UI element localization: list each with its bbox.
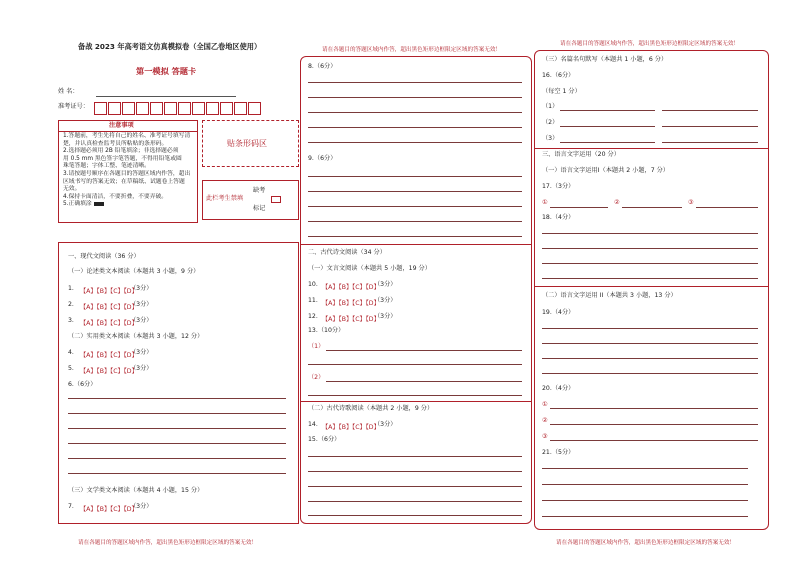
q3-points: （3分） [130, 317, 153, 324]
absent-missing: 缺考 [253, 187, 266, 194]
q2-points: （3分） [130, 301, 153, 308]
q7-choices[interactable]: 【A】【B】【C】【D】 [80, 506, 138, 513]
q17-mark-3: ③ [688, 199, 694, 206]
absent-label: 此栏考生禁填 [206, 195, 244, 202]
section3-title: 三、语言文字运用（20 分） [542, 151, 620, 158]
q5-number: 5. [68, 365, 74, 372]
name-field[interactable] [96, 96, 236, 97]
q20-mark-1: ① [542, 401, 548, 408]
barcode-label: 贴条形码区 [227, 139, 267, 148]
q11-number: 11. [308, 297, 318, 304]
q10-points: （3分） [374, 281, 397, 288]
q1-choices[interactable]: 【A】【B】【C】【D】 [80, 288, 138, 295]
q7-points: （3分） [130, 503, 153, 510]
q17-line-3[interactable] [696, 207, 758, 208]
q1-number: 1. [68, 285, 74, 292]
name-label: 姓 名： [58, 88, 79, 95]
q20-line-2[interactable] [550, 424, 758, 425]
q16-label: 16.（6分） [542, 72, 575, 79]
col1-sub2: （二）实用类文本阅读（本题共 3 小题，12 分） [68, 333, 204, 340]
q19-label: 19.（4分） [542, 309, 575, 316]
q20-label: 20.（4分） [542, 385, 575, 392]
col1-sub3: （三）文学类文本阅读（本题共 4 小题，15 分） [68, 487, 204, 494]
q15-label: 15.（6分） [308, 436, 341, 443]
q14-points: （3分） [374, 421, 397, 428]
q7-number: 7. [68, 503, 74, 510]
absent-checkbox[interactable] [271, 196, 281, 203]
q13-part2: （2） [308, 374, 325, 381]
filled-sample-mark [94, 202, 104, 206]
q21-label: 21.（5分） [542, 449, 575, 456]
col2-divider-2 [300, 401, 531, 402]
col3-sub1: （一）语言文字运用Ⅰ（本题共 2 小题，7 分） [542, 167, 669, 174]
q5-choices[interactable]: 【A】【B】【C】【D】 [80, 368, 138, 375]
q2-number: 2. [68, 301, 74, 308]
q17-mark-1: ① [542, 199, 548, 206]
col3-divider-2 [534, 286, 768, 287]
q8-label: 8.（6分） [308, 63, 337, 70]
col2-sub1: （一）文言文阅读（本题共 5 小题，19 分） [308, 265, 431, 272]
q3-choices[interactable]: 【A】【B】【C】【D】 [80, 320, 138, 327]
q20-mark-2: ② [542, 417, 548, 424]
q16-part2: （2） [542, 119, 559, 126]
q13-label: 13.（10分） [308, 327, 345, 334]
q20-mark-3: ③ [542, 433, 548, 440]
q10-number: 10. [308, 281, 318, 288]
q11-points: （3分） [374, 297, 397, 304]
q17-label: 17.（3分） [542, 183, 575, 190]
q13-part1: （1） [308, 343, 325, 350]
col1-footer-warning: 请在各题目的答题区域内作答，超出黑色矩形边框限定区域的答案无效！ [78, 540, 258, 546]
q4-number: 4. [68, 349, 74, 356]
q11-choices[interactable]: 【A】【B】【C】【D】 [322, 300, 380, 307]
absent-mark: 标记 [253, 205, 266, 212]
col2-header-warning: 请在各题目的答题区域内作答，超出黑色矩形边框限定区域的答案无效！ [322, 47, 502, 53]
barcode-area [202, 120, 299, 167]
q16-note: （每空 1 分） [542, 88, 581, 95]
card-subtitle: 第一模拟 答题卡 [136, 66, 197, 76]
col3-sub2: （二）语言文字运用 II（本题共 3 小题，13 分） [542, 292, 677, 299]
notice-list: 1.答题前，考生先将自己的姓名、准考证号填写清 楚，并认真检查监考员所粘贴的条形码。 2.选择题必须用 2B 铅笔填涂；非选择题必须 用 0.5 mm 黑色签字笔答题，不得用铅笔或圆 珠笔答题；字体工整、笔迹清晰。 3.请按题号顺序在各题目的答题区域内作答，超出 区域书写的答案无效；在草稿纸、试题卷上答题 无效。 4.保持卡面清洁，不要折叠，不要弄破。 5.正确填涂 [63, 133, 191, 208]
q4-points: （3分） [130, 349, 153, 356]
section1-title: 一、现代文阅读（36 分） [68, 253, 140, 260]
q16-part3: （3） [542, 135, 559, 142]
q14-choices[interactable]: 【A】【B】【C】【D】 [322, 424, 380, 431]
q17-line-2[interactable] [622, 207, 682, 208]
q12-choices[interactable]: 【A】【B】【C】【D】 [322, 316, 380, 323]
q12-points: （3分） [374, 313, 397, 320]
id-label: 准考证号： [58, 103, 89, 110]
q2-choices[interactable]: 【A】【B】【C】【D】 [80, 304, 138, 311]
q20-line-1[interactable] [550, 408, 758, 409]
col3-header-warning: 请在各题目的答题区域内作答，超出黑色矩形边框限定区域的答案无效！ [560, 41, 740, 47]
col3-divider-1 [534, 148, 768, 149]
col2-divider-1 [300, 244, 531, 245]
col1-sub1: （一）论述类文本阅读（本题共 3 小题，9 分） [68, 268, 200, 275]
q1-points: （3分） [130, 285, 153, 292]
q18-label: 18.（4分） [542, 214, 575, 221]
col3-box [534, 50, 769, 530]
q17-line-1[interactable] [550, 207, 608, 208]
absent-box [202, 180, 299, 220]
q12-number: 12. [308, 313, 318, 320]
exam-title: 备战 2023 年高考语文仿真模拟卷（全国乙卷地区使用） [78, 42, 262, 51]
q9-label: 9.（6分） [308, 155, 337, 162]
col2-sub2: （二）古代诗歌阅读（本题共 2 小题，9 分） [308, 405, 434, 412]
q3-number: 3. [68, 317, 74, 324]
col3-footer-warning: 请在各题目的答题区域内作答，超出黑色矩形边框限定区域的答案无效！ [556, 540, 736, 546]
q17-mark-2: ② [614, 199, 620, 206]
q6-label: 6.（6分） [68, 381, 97, 388]
q10-choices[interactable]: 【A】【B】【C】【D】 [322, 284, 380, 291]
q5-points: （3分） [130, 365, 153, 372]
notice-title: 注意事项 [109, 122, 134, 129]
q4-choices[interactable]: 【A】【B】【C】【D】 [80, 352, 138, 359]
section2-title: 二、古代诗文阅读（34 分） [308, 249, 386, 256]
q14-number: 14. [308, 421, 318, 428]
notice-box [58, 120, 198, 223]
q16-part1: （1） [542, 103, 559, 110]
q20-line-3[interactable] [550, 440, 758, 441]
col3-sub3: （三）名篇名句默写（本题共 1 小题，6 分） [542, 56, 668, 63]
